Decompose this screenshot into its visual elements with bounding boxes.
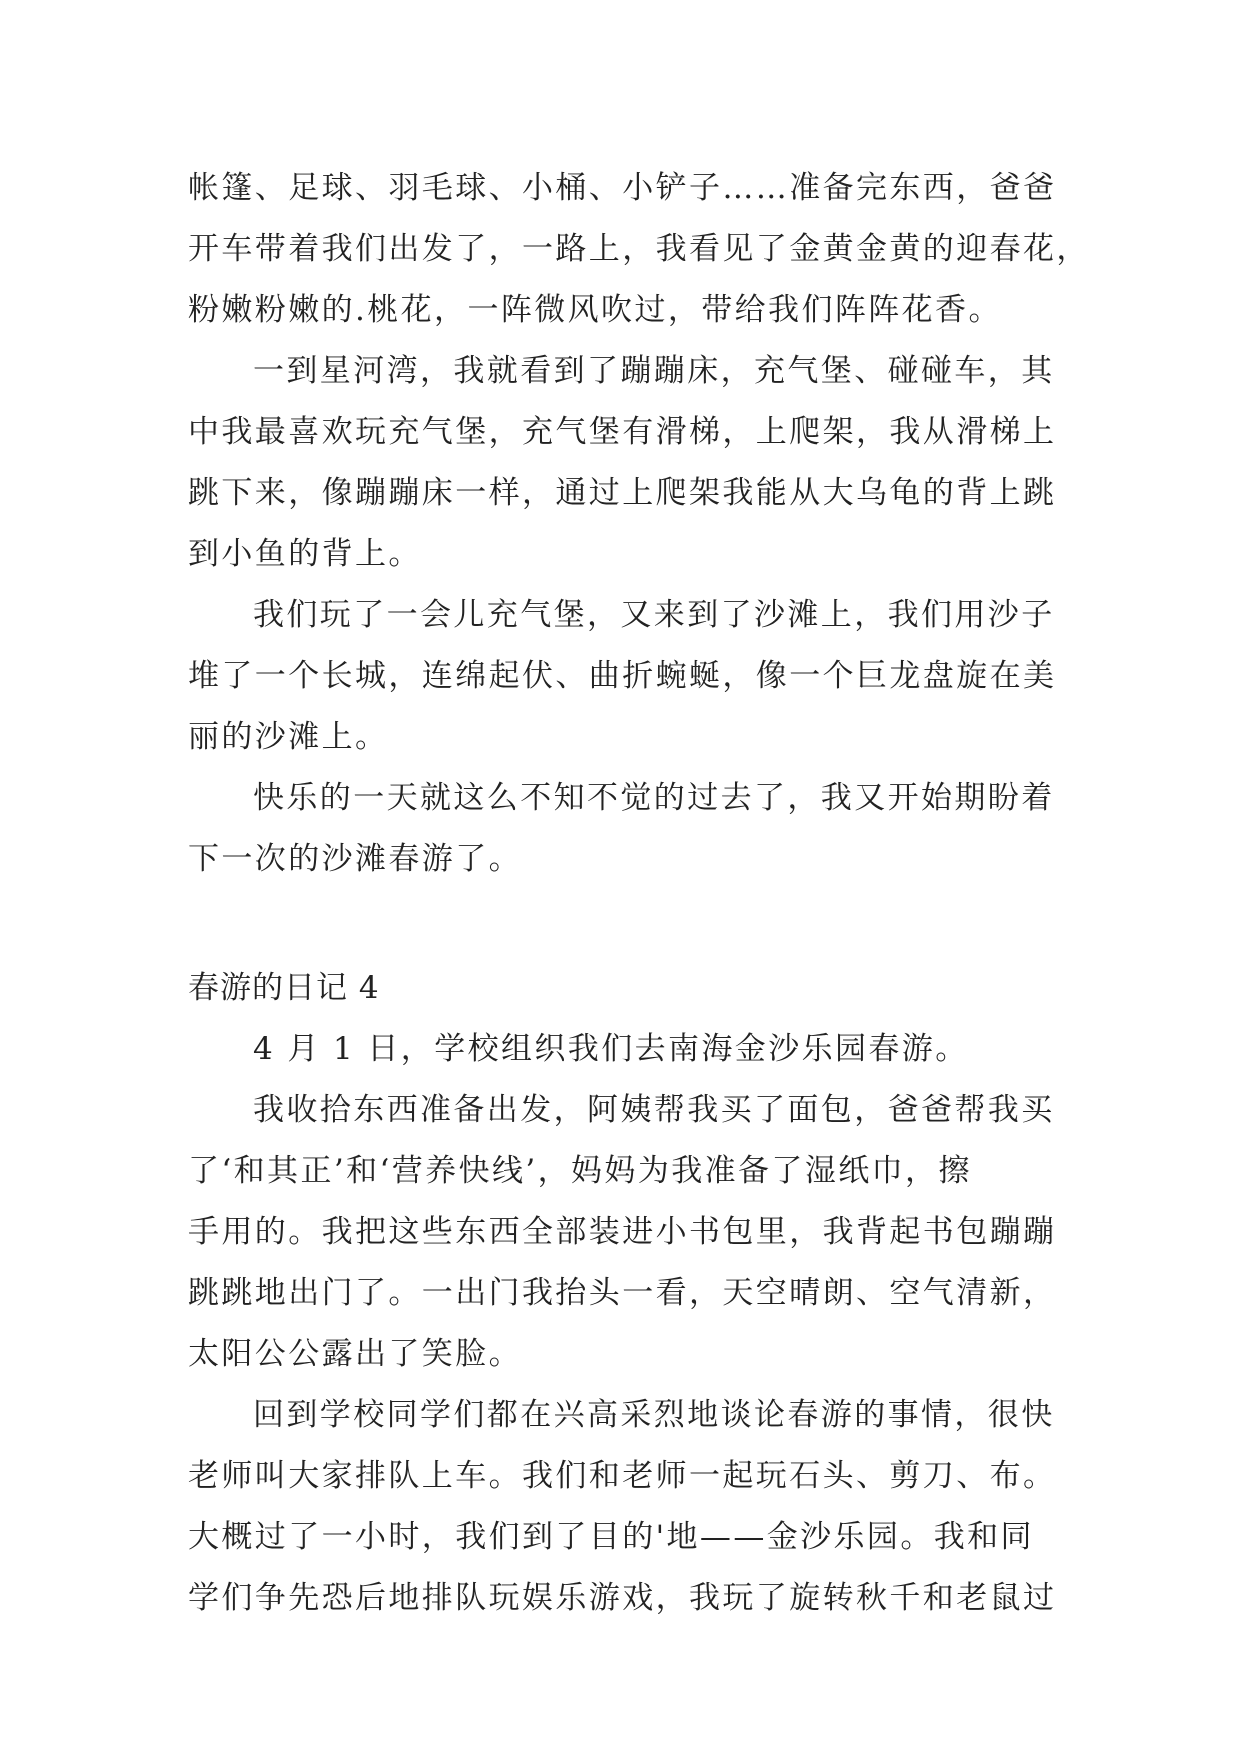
text-line: 丽的沙滩上。: [188, 719, 389, 755]
text-line: 下一次的沙滩春游了。: [188, 841, 522, 877]
document-page: [188, 158, 1090, 1629]
text-line: 回到学校同学们都在兴高采烈地谈论春游的事情，很快: [253, 1397, 1055, 1433]
text-line: 粉嫩粉嫩的.桃花，一阵微风吹过，带给我们阵阵花香。: [188, 292, 1002, 328]
text-line: 帐篷、足球、羽毛球、小桶、小铲子……准备完东西，爸爸: [188, 170, 1057, 206]
text-line: 堆了一个长城，连绵起伏、曲折蜿蜒，像一个巨龙盘旋在美: [188, 658, 1057, 694]
diary-passage-1: [188, 158, 1090, 890]
text-line: 一到星河湾，我就看到了蹦蹦床，充气堡、碰碰车，其: [253, 353, 1055, 389]
section-title: 春游的日记 4: [188, 970, 380, 1006]
text-line: 到小鱼的背上。: [188, 536, 422, 572]
text-line: 跳跳地出门了。一出门我抬头一看，天空晴朗、空气清新，: [188, 1275, 1057, 1311]
text-line: 跳下来，像蹦蹦床一样，通过上爬架我能从大乌龟的背上跳: [188, 475, 1057, 511]
text-line: 大概过了一小时，我们到了目的'地——金沙乐园。我和同: [188, 1519, 1034, 1555]
text-line: 快乐的一天就这么不知不觉的过去了，我又开始期盼着: [253, 780, 1055, 816]
section-spacer: [188, 890, 1068, 958]
text-line: 学们争先恐后地排队玩娱乐游戏，我玩了旋转秋千和老鼠过: [188, 1580, 1057, 1616]
text-line: 太阳公公露出了笑脸。: [188, 1336, 522, 1372]
text-line: 我们玩了一会儿充气堡，又来到了沙滩上，我们用沙子: [253, 597, 1055, 633]
diary-passage-2: [188, 1019, 1068, 1629]
text-line: 中我最喜欢玩充气堡，充气堡有滑梯，上爬架，我从滑梯上: [188, 414, 1057, 450]
text-line: 开车带着我们出发了，一路上，我看见了金黄金黄的迎春花，: [188, 231, 1090, 267]
text-line: 手用的。我把这些东西全部装进小书包里，我背起书包蹦蹦: [188, 1214, 1057, 1250]
text-line: 我收拾东西准备出发，阿姨帮我买了面包，爸爸帮我买: [253, 1092, 1055, 1128]
text-line: 4 月 1 日，学校组织我们去南海金沙乐园春游。: [253, 1031, 969, 1067]
text-line: 了‘和其正’和‘营养快线’，妈妈为我准备了湿纸巾，擦: [188, 1153, 972, 1189]
text-line: 老师叫大家排队上车。我们和老师一起玩石头、剪刀、布。: [188, 1458, 1057, 1494]
